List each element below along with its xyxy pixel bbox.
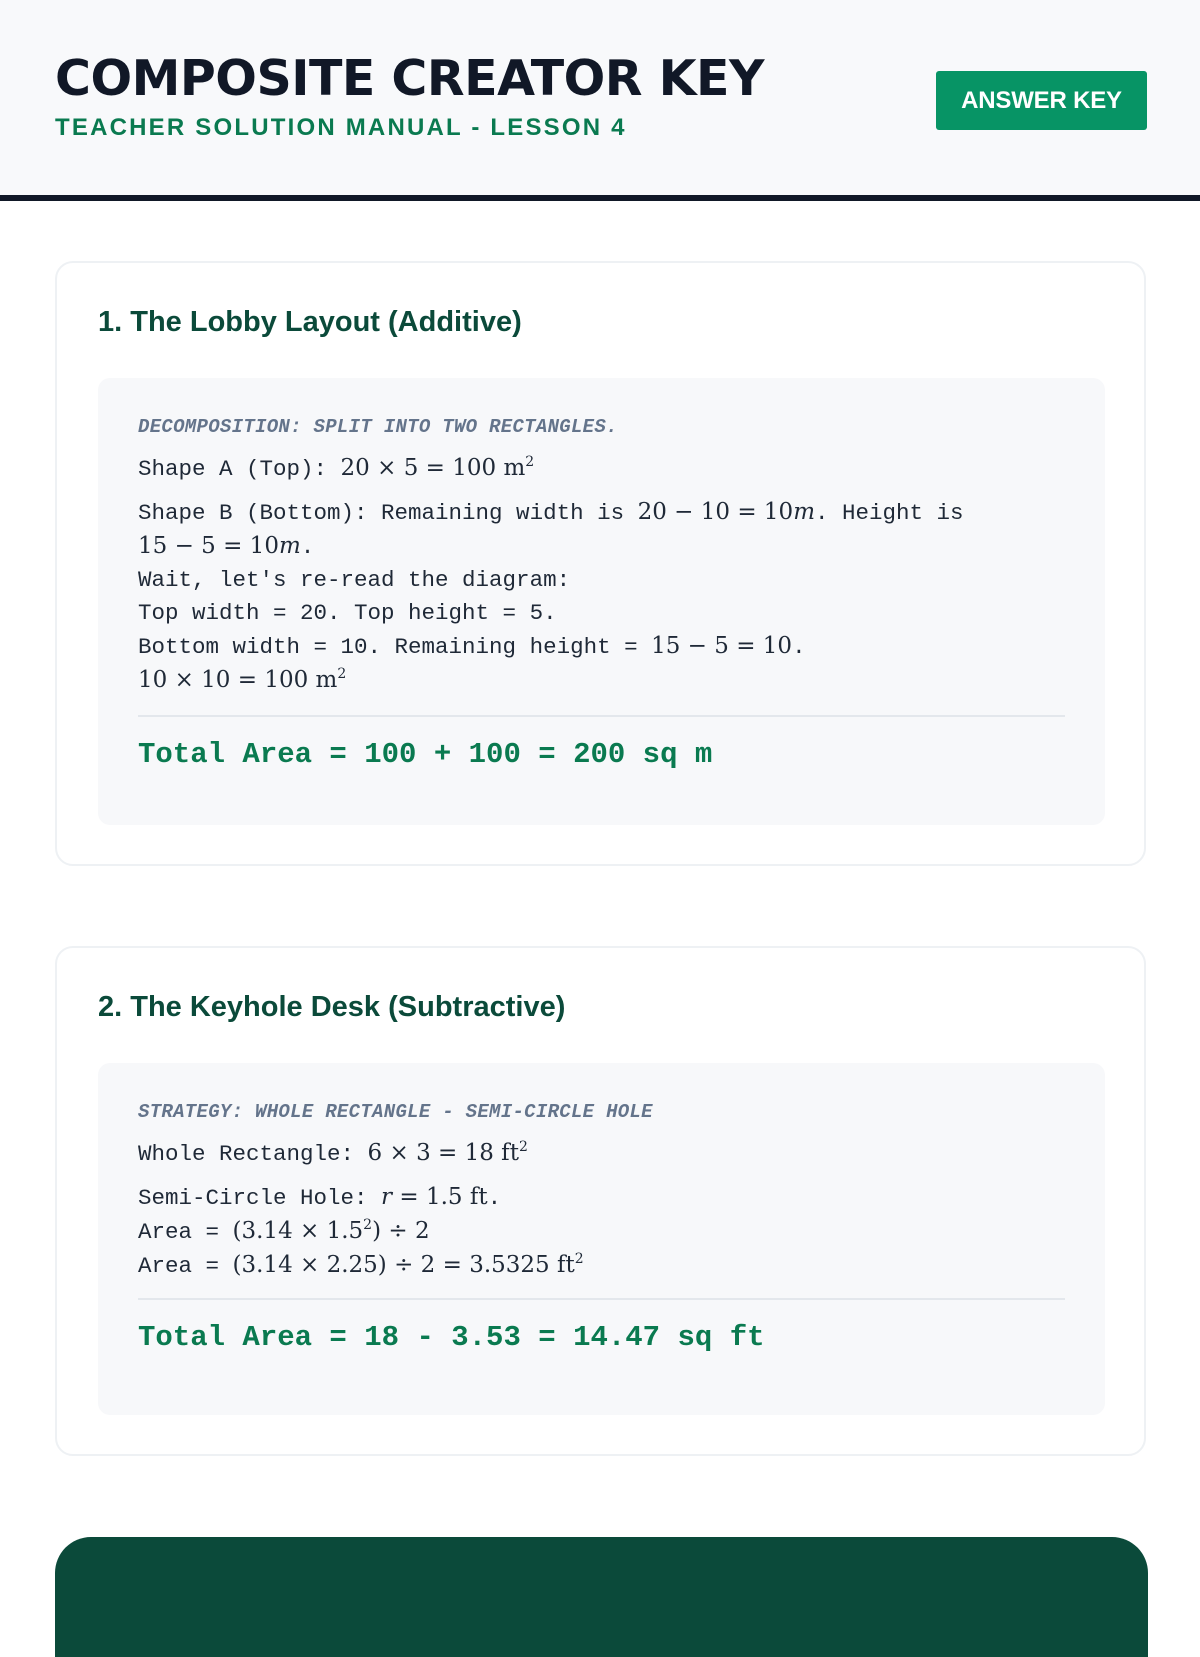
area-label: Area =: [138, 1253, 233, 1279]
area-formula-part-a: (3.14 × 1.5: [232, 1218, 364, 1244]
shape-a-math: 20 × 5 = 100 m: [340, 455, 526, 481]
total-area: Total Area = 100 + 100 = 200 sq m: [138, 738, 713, 771]
area-result-line: [138, 1249, 1065, 1283]
area-result-math: (3.14 × 2.25) ÷ 2 = 3.5325 ft: [232, 1252, 575, 1278]
shape-a-line: [138, 452, 1065, 486]
page-subtitle: TEACHER SOLUTION MANUAL - LESSON 4: [55, 114, 627, 141]
period: .: [792, 634, 806, 660]
exponent: 2: [525, 454, 535, 470]
decomposition-note: DECOMPOSITION: SPLIT INTO TWO RECTANGLES.: [138, 416, 618, 438]
whole-rectangle-label: Whole Rectangle:: [138, 1141, 368, 1167]
shape-b-height-math: [138, 533, 301, 559]
bottom-area-math: 10 × 10 = 100 m: [138, 667, 338, 693]
total-area: Total Area = 18 - 3.53 = 14.47 sq ft: [138, 1321, 765, 1354]
bottom-dimensions-line: [138, 630, 1065, 664]
area-label: Area =: [138, 1219, 233, 1245]
area-formula-math: [233, 1218, 430, 1244]
divider: [138, 715, 1065, 717]
whole-rectangle-formula: [368, 1140, 528, 1166]
shape-b-height-value: 15 − 5 = 10: [138, 533, 279, 559]
bottom-area-formula: [138, 667, 346, 693]
shape-b-height-line: [138, 530, 1065, 564]
unit-variable: m: [278, 533, 301, 559]
shape-b-mid: . Height is: [815, 500, 964, 526]
shape-a-formula: [341, 455, 535, 481]
bottom-dimensions-math: 15 − 5 = 10: [651, 633, 793, 659]
solution-box: [98, 1063, 1105, 1415]
whole-rectangle-line: [138, 1137, 1065, 1171]
problem-card-lobby: [55, 261, 1146, 866]
problem-title: 1. The Lobby Layout (Additive): [98, 306, 522, 338]
exponent: 2: [574, 1251, 584, 1267]
page-title: COMPOSITE CREATOR KEY: [55, 50, 764, 107]
problem-card-keyhole: [55, 946, 1146, 1456]
period: .: [300, 534, 315, 560]
whole-rectangle-math: 6 × 3 = 18 ft: [367, 1140, 519, 1166]
radius-variable: r: [381, 1184, 393, 1210]
semicircle-hole-label: Semi-Circle Hole:: [138, 1185, 382, 1211]
page-header: [0, 0, 1200, 201]
exponent: 2: [337, 666, 347, 682]
exponent: 2: [518, 1139, 528, 1155]
radius-math: [381, 1184, 488, 1210]
area-formula-part-b: ) ÷ 2: [372, 1218, 430, 1244]
semicircle-hole-line: [138, 1181, 1065, 1215]
reread-line: Wait, let's re-read the diagram:: [138, 567, 571, 593]
period: .: [487, 1185, 502, 1211]
bottom-area-line: [138, 664, 1065, 698]
unit-variable: m: [793, 499, 815, 525]
solution-box: [98, 378, 1105, 825]
bottom-dimensions-label: Bottom width = 10. Remaining height =: [138, 634, 652, 660]
shape-b-width-math: [638, 499, 815, 525]
exponent: 2: [363, 1217, 373, 1233]
shape-b-line: [138, 496, 1065, 530]
shape-b-width-value: 20 − 10 = 10: [637, 499, 794, 525]
radius-value: = 1.5 ft: [392, 1184, 488, 1210]
problem-title: 2. The Keyhole Desk (Subtractive): [98, 991, 566, 1023]
shape-b-label: Shape B (Bottom): Remaining width is: [138, 500, 638, 526]
area-formula-line: [138, 1215, 1065, 1249]
divider: [138, 1298, 1065, 1300]
shape-a-label: Shape A (Top):: [138, 456, 341, 482]
answer-key-badge[interactable]: ANSWER KEY: [936, 71, 1147, 130]
area-result-formula: [233, 1252, 584, 1278]
top-dimensions-line: Top width = 20. Top height = 5.: [138, 600, 557, 626]
footer-banner: [55, 1537, 1148, 1657]
strategy-note: STRATEGY: WHOLE RECTANGLE - SEMI-CIRCLE HOLE: [138, 1101, 653, 1123]
